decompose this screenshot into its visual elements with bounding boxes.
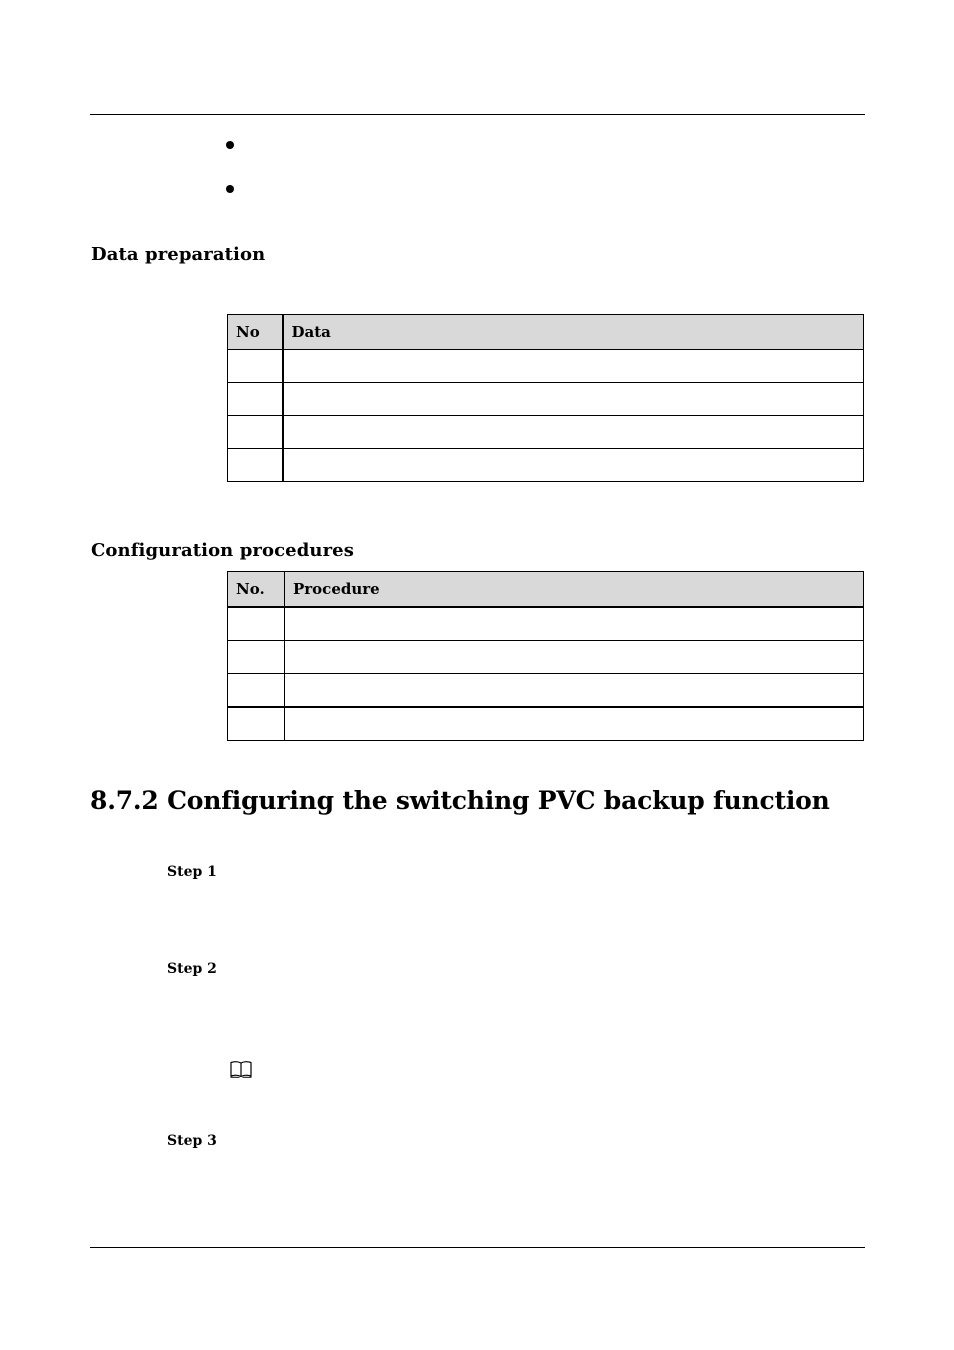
table-cell	[285, 641, 864, 674]
table-header-row	[228, 315, 864, 350]
table-row	[228, 607, 864, 641]
table-row	[228, 383, 864, 416]
data-preparation-table	[227, 314, 864, 482]
bullet-point	[226, 141, 234, 149]
column-header-no: No	[228, 315, 283, 350]
table-cell	[228, 416, 283, 449]
data-preparation-heading: Data preparation	[91, 244, 266, 265]
table-cell	[283, 383, 864, 416]
table-cell	[228, 383, 283, 416]
table-cell	[228, 641, 285, 674]
step-1-label: Step 1	[167, 864, 217, 880]
table-cell	[228, 674, 285, 708]
table-row	[228, 707, 864, 741]
table-row	[228, 416, 864, 449]
table-row	[228, 641, 864, 674]
table-cell	[283, 449, 864, 482]
table-cell	[228, 707, 285, 741]
table-cell	[285, 607, 864, 641]
column-header-data: Data	[283, 315, 864, 350]
book-note-icon	[229, 1060, 253, 1078]
configuration-procedures-heading: Configuration procedures	[91, 540, 354, 561]
table-cell	[283, 416, 864, 449]
table-cell	[228, 449, 283, 482]
bullet-point	[226, 185, 234, 193]
table-cell	[285, 707, 864, 741]
table-row	[228, 350, 864, 383]
column-header-no: No.	[228, 572, 285, 608]
footer-rule	[90, 1247, 865, 1248]
table-cell	[285, 674, 864, 708]
table-cell	[283, 350, 864, 383]
column-header-procedure: Procedure	[285, 572, 864, 608]
section-title: 8.7.2 Configuring the switching PVC backup function	[90, 786, 830, 815]
step-2-label: Step 2	[167, 961, 217, 977]
table-row	[228, 449, 864, 482]
table-cell	[228, 607, 285, 641]
step-3-label: Step 3	[167, 1133, 217, 1149]
table-cell	[228, 350, 283, 383]
table-header-row	[228, 572, 864, 608]
header-rule	[90, 114, 865, 115]
table-row	[228, 674, 864, 708]
configuration-procedures-table	[227, 571, 864, 741]
